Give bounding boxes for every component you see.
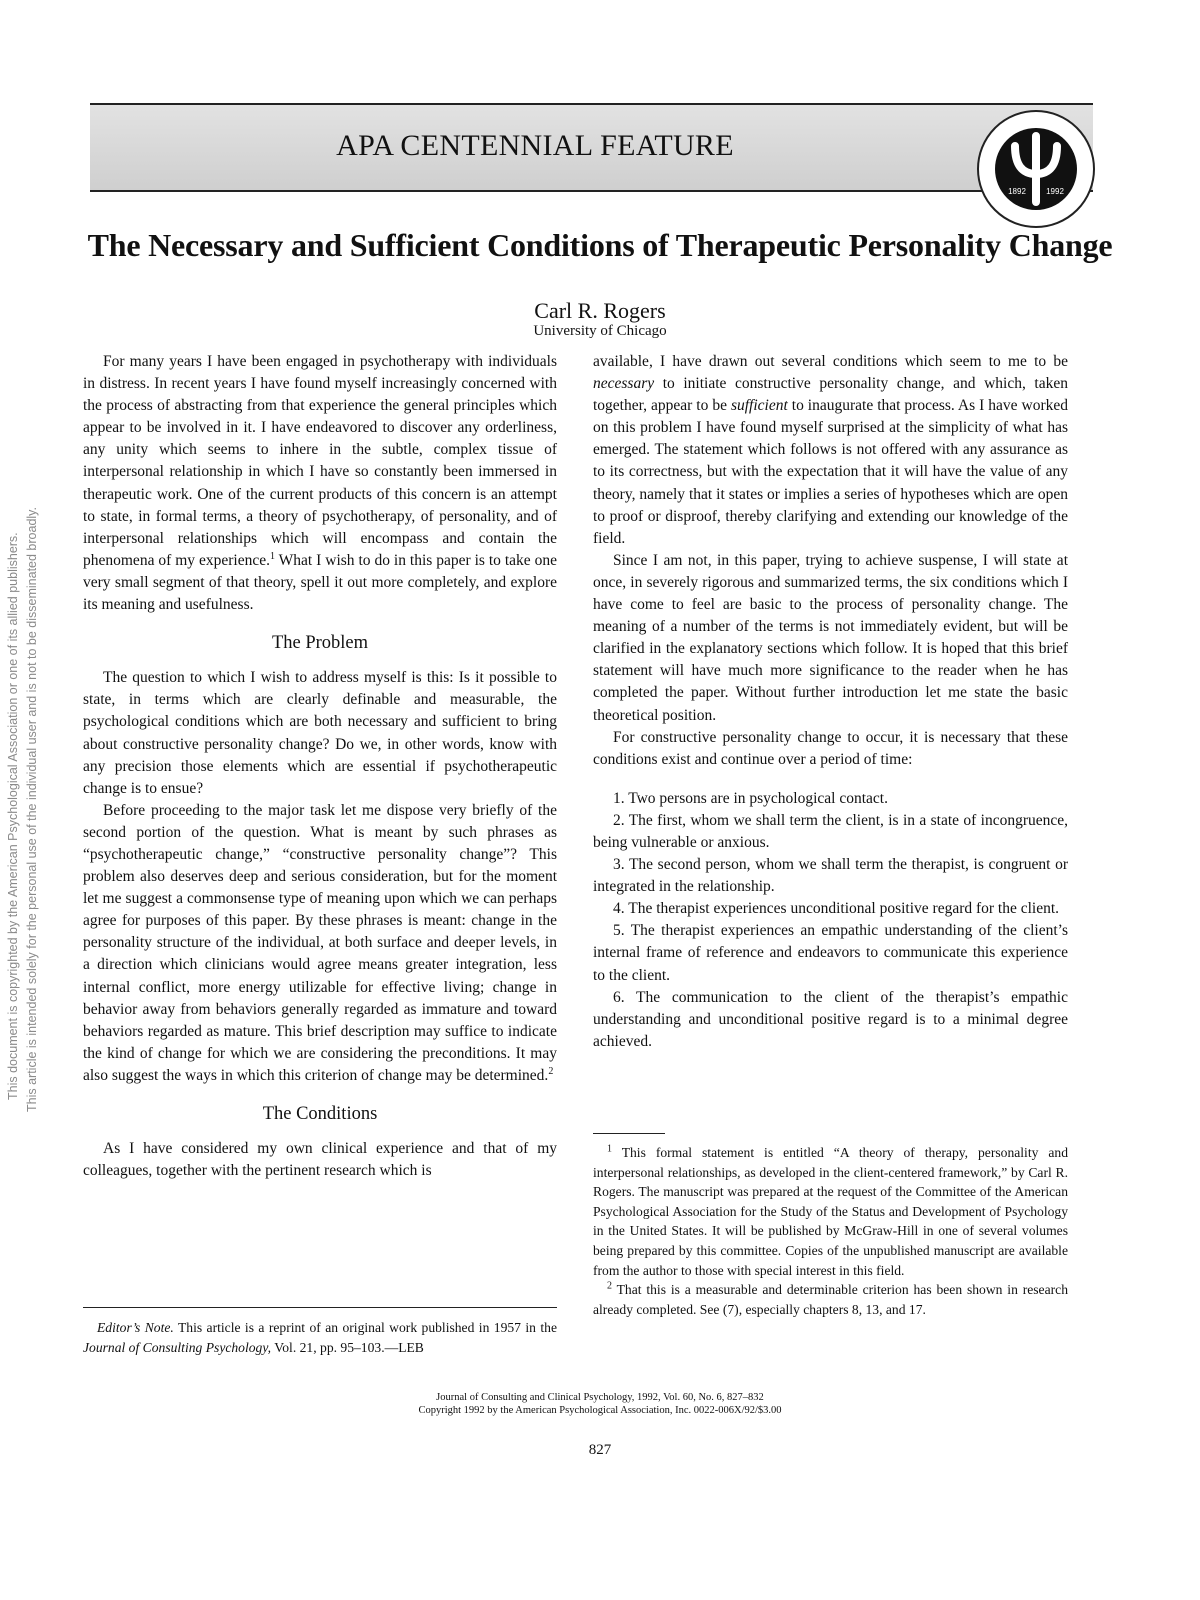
left-column <box>83 351 557 1182</box>
intro-paragraph: For many years I have been engaged in psychotherapy with individuals in distress. In recent years I have found myself increasingly concerned with the process of abstracting from that experience the general principles which appear to be involved in it. I have endeavored to discover any orderliness, any unity which seems to inhere in the subtle, complex tissue of interpersonal relationship in which I have so constantly been immersed in therapeutic work. One of the current products of this concern is an attempt to state, in formal terms, a theory of psychotherapy, of personality, and of interpersonal relationships which will encompass and contain the phenomena of my experience.$^1$ What I wish to do in this paper is to take one very small segment of that theory, spell it out more completely, and explore its meaning and usefulness. <box>83 353 558 614</box>
right-paragraph-1: available, I have drawn out several conditions which seem to me to be necessary to initiate constructive personality change, and which, taken together, appear to be sufficient to inaugurate that process. As I have worked on this problem I have found myself surprised at the simplicity of what has emerged. The statement which follows is not offered with any assurance as to its correctness, but with the expectation that it will have the value of any theory, namely that it states or implies a series of hypotheses which are open to proof or disproof, thereby clarifying and extending our knowledge of the field. <box>593 353 1068 547</box>
copyright-line: Copyright 1992 by the American Psychological Association, Inc. 0022-006X/92/$3.00 <box>418 1404 782 1416</box>
condition-item: 5. The therapist experiences an empathic understanding of the client’s internal frame of reference and endeavors to communicate this experience to the client. <box>593 922 1068 984</box>
footnotes-block <box>593 1133 1068 1319</box>
problem-paragraph-2: Before proceeding to the major task let me dispose very briefly of the second portion of the question. What is meant by such phrases as “psychotherapeutic change,” “constructive personality change”? This problem also deserves deep and serious consideration, but for the moment let me suggest a commonsense type of meaning upon which we can perhaps agree for purposes of this paper. By these phrases is meant: change in the personality structure of the individual, at both surface and deeper levels, in a direction which clinicians would agree means greater integration, less internal conflict, more energy utilizable for effective living; change in behavior away from behaviors generally regarded as immature and toward behaviors regarded as mature. This brief description may suffice to indicate the kind of change for which we are considering the preconditions. It may also suggest the ways in which this criterion of change may be determined.$^2$ <box>83 801 557 1084</box>
footnote-1: $^1$ This formal statement is entitled “A theory of therapy, personality and interpersonal relationships, as developed in the client-centered framework,” by Carl R. Rogers. The manuscript was prepared at the request of the Committee of the American Psychological Association for the Study of the Status and Development of Psychology in the United States. It will be published by McGraw-Hill in one of several volumes being prepared by this committee. Copies of the unpublished manuscript are available from the author to those with special interest in this field. <box>593 1143 1068 1278</box>
section-heading-problem: The Problem <box>271 633 369 654</box>
problem-paragraph-1: The question to which I wish to address myself is this: Is it possible to state, in terms which are clearly definable and measurable, the psychological conditions which are both necessary and sufficient to bring about constructive personality change? Do we, in other words, know with any precision those elements which are essential if psychotherapeutic change is to ensue? <box>83 669 557 797</box>
footnote-ref-1[interactable]: 1 <box>269 550 275 562</box>
condition-item: 1. Two persons are in psychological contact. <box>613 789 888 807</box>
condition-item: 6. The communication to the client of the therapist’s empathic understanding and unconditional positive regard is to a minimal degree achieved. <box>593 988 1068 1050</box>
author-affiliation: University of Chicago <box>533 323 667 339</box>
article-title: The Necessary and Sufficient Conditions of Therapeutic Personality Change <box>87 227 1113 263</box>
journal-line: Journal of Consulting and Clinical Psychology, 1992, Vol. 60, No. 6, 827–832 <box>436 1392 764 1403</box>
footnote-divider <box>593 1133 665 1134</box>
author-name: Carl R. Rogers <box>534 298 666 323</box>
seal-year-start: 1892 <box>1008 187 1026 196</box>
conditions-paragraph-1: As I have considered my own clinical experience and that of my colleagues, together with the pertinent research which is <box>83 1140 557 1180</box>
copyright-watermark-line-1: This document is copyrighted by the American Psychological Association or one of its allied publishers. <box>6 532 20 1100</box>
section-heading-conditions: The Conditions <box>262 1104 378 1124</box>
page-number: 827 <box>588 1442 612 1458</box>
footnote-2: $^2$ That this is a measurable and determinable criterion has been shown in research already completed. See (7), especially chapters 8, 13, and 17. <box>593 1280 1068 1317</box>
footnote-ref-2[interactable]: 2 <box>548 1065 554 1077</box>
journal-citation-footer <box>0 1392 1200 1417</box>
copyright-watermark-line-2: This article is intended solely for the personal use of the individual user and is not to be disseminated broadly. <box>25 507 39 1112</box>
editors-note: Editor’s Note. This article is a reprint of an original work published in 1957 in the Journal of Consulting Psychology, Vol. 21, pp. 95–103.—LEB <box>83 1320 557 1355</box>
right-column <box>593 351 1068 1053</box>
condition-item: 2. The first, whom we shall term the client, is in a state of incongruence, being vulnerable or anxious. <box>593 811 1068 851</box>
editors-note-block <box>83 1307 557 1357</box>
apa-seal-icon <box>975 108 1097 230</box>
editors-note-divider <box>83 1307 557 1308</box>
seal-year-end: 1992 <box>1046 187 1064 196</box>
condition-item: 4. The therapist experiences unconditional positive regard for the client. <box>613 900 1060 918</box>
condition-item: 3. The second person, whom we shall term the therapist, is congruent or integrated in the relationship. <box>593 856 1068 896</box>
banner-title: APA CENTENNIAL FEATURE <box>336 129 734 162</box>
conditions-list <box>593 788 1068 1053</box>
right-paragraph-3: For constructive personality change to occur, it is necessary that these conditions exist and continue over a period of time: <box>593 728 1068 768</box>
centennial-banner <box>90 103 1093 192</box>
right-paragraph-2: Since I am not, in this paper, trying to achieve suspense, I will state at once, in severely rigorous and summarized terms, the six conditions which I have come to feel are basic to the process of personality change. The meaning of a number of the terms is not immediately evident, but will be clarified in the explanatory sections which follow. It is hoped that this brief statement will have much more significance to the reader when he has completed the paper. Without further introduction let me state the basic theoretical position. <box>593 551 1068 724</box>
